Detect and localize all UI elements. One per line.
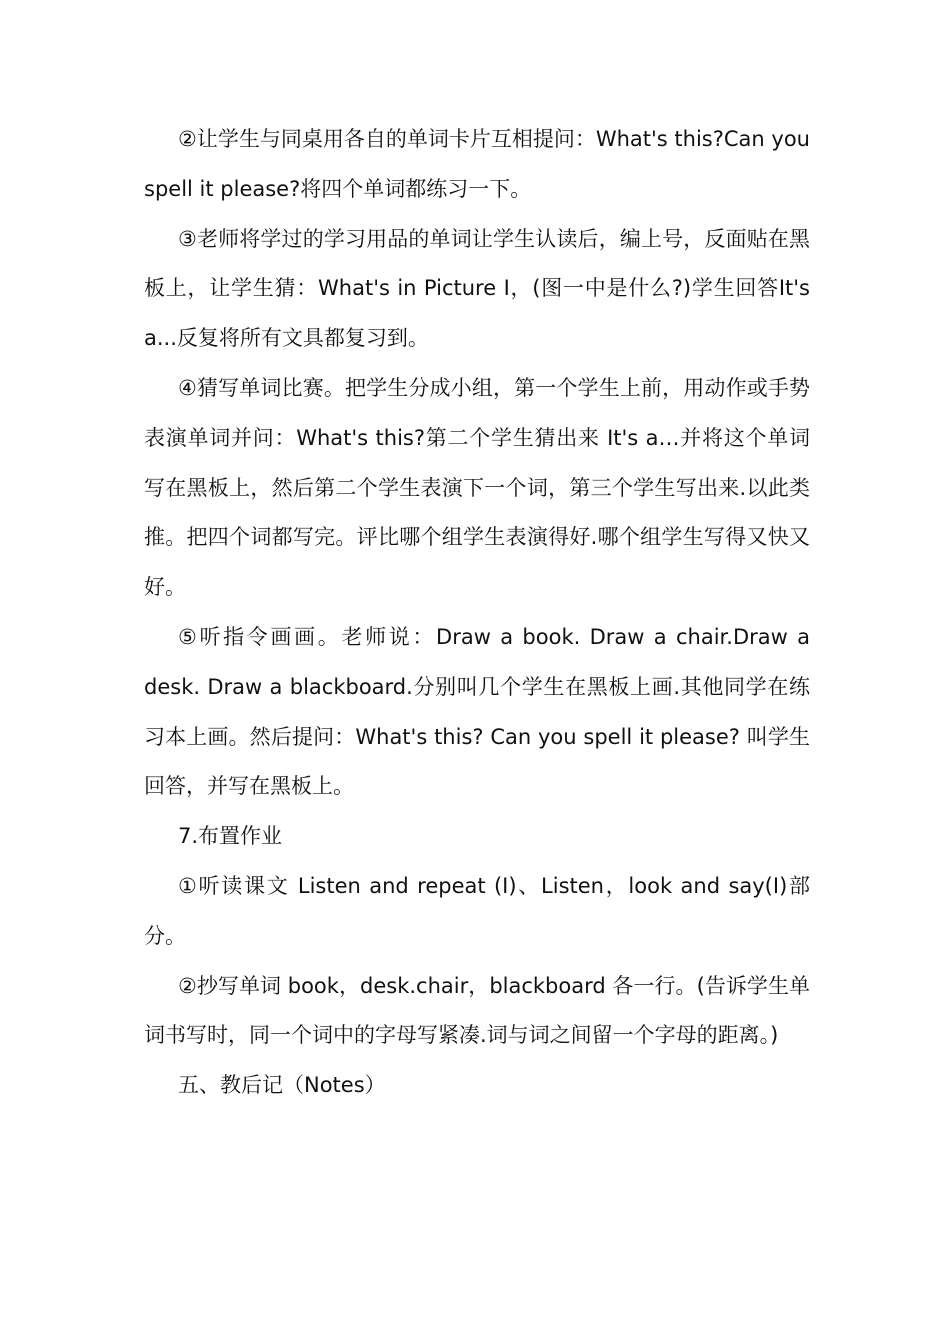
section-heading-notes: 五、教后记（Notes） (178, 1073, 386, 1098)
section-heading-homework: 7.布置作业 (178, 824, 283, 849)
paragraph-word-guessing-contest: ④猜写单词比赛。把学生分成小组，第一个学生上前，用动作或手势表演单词并问：What's this?第二个学生猜出来 It's a…并将这个单词写在黑板上，然后第二个学生表演下一个词，第三个学生写出来.以此类推。把四个词都写完。评比哪个组学生表演得好.哪个组学生写得又快又好。 (144, 375, 810, 600)
paragraph-peer-card-practice: ②让学生与同桌用各自的单词卡片互相提问：What's this?Can you spell it please?将四个单词都练习一下。 (144, 127, 810, 201)
homework-item-listen-read: ①听读课文 Listen and repeat (I)、Listen，look and say(I)部分。 (144, 873, 810, 948)
paragraph-draw-by-instruction: ⑤听指令画画。老师说：Draw a book. Draw a chair.Draw a desk. Draw a blackboard.分别叫几个学生在黑板上画.其他同学在练习本上画。然后提问：What's this? Can you spell it please? 叫学生回答，并写在黑板上。 (144, 624, 810, 799)
homework-item-copy-words: ②抄写单词 book，desk.chair，blackboard 各一行。(告诉学生单词书写时，同一个词中的字母写紧凑.词与词之间留一个字母的距离。) (144, 973, 810, 1048)
paragraph-guess-picture: ③老师将学过的学习用品的单词让学生认读后，编上号，反面贴在黑板上，让学生猜：What's in Picture I，(图一中是什么?)学生回答It's a...反复将所有文具都复习到。 (144, 226, 810, 351)
document-page (144, 115, 810, 1111)
